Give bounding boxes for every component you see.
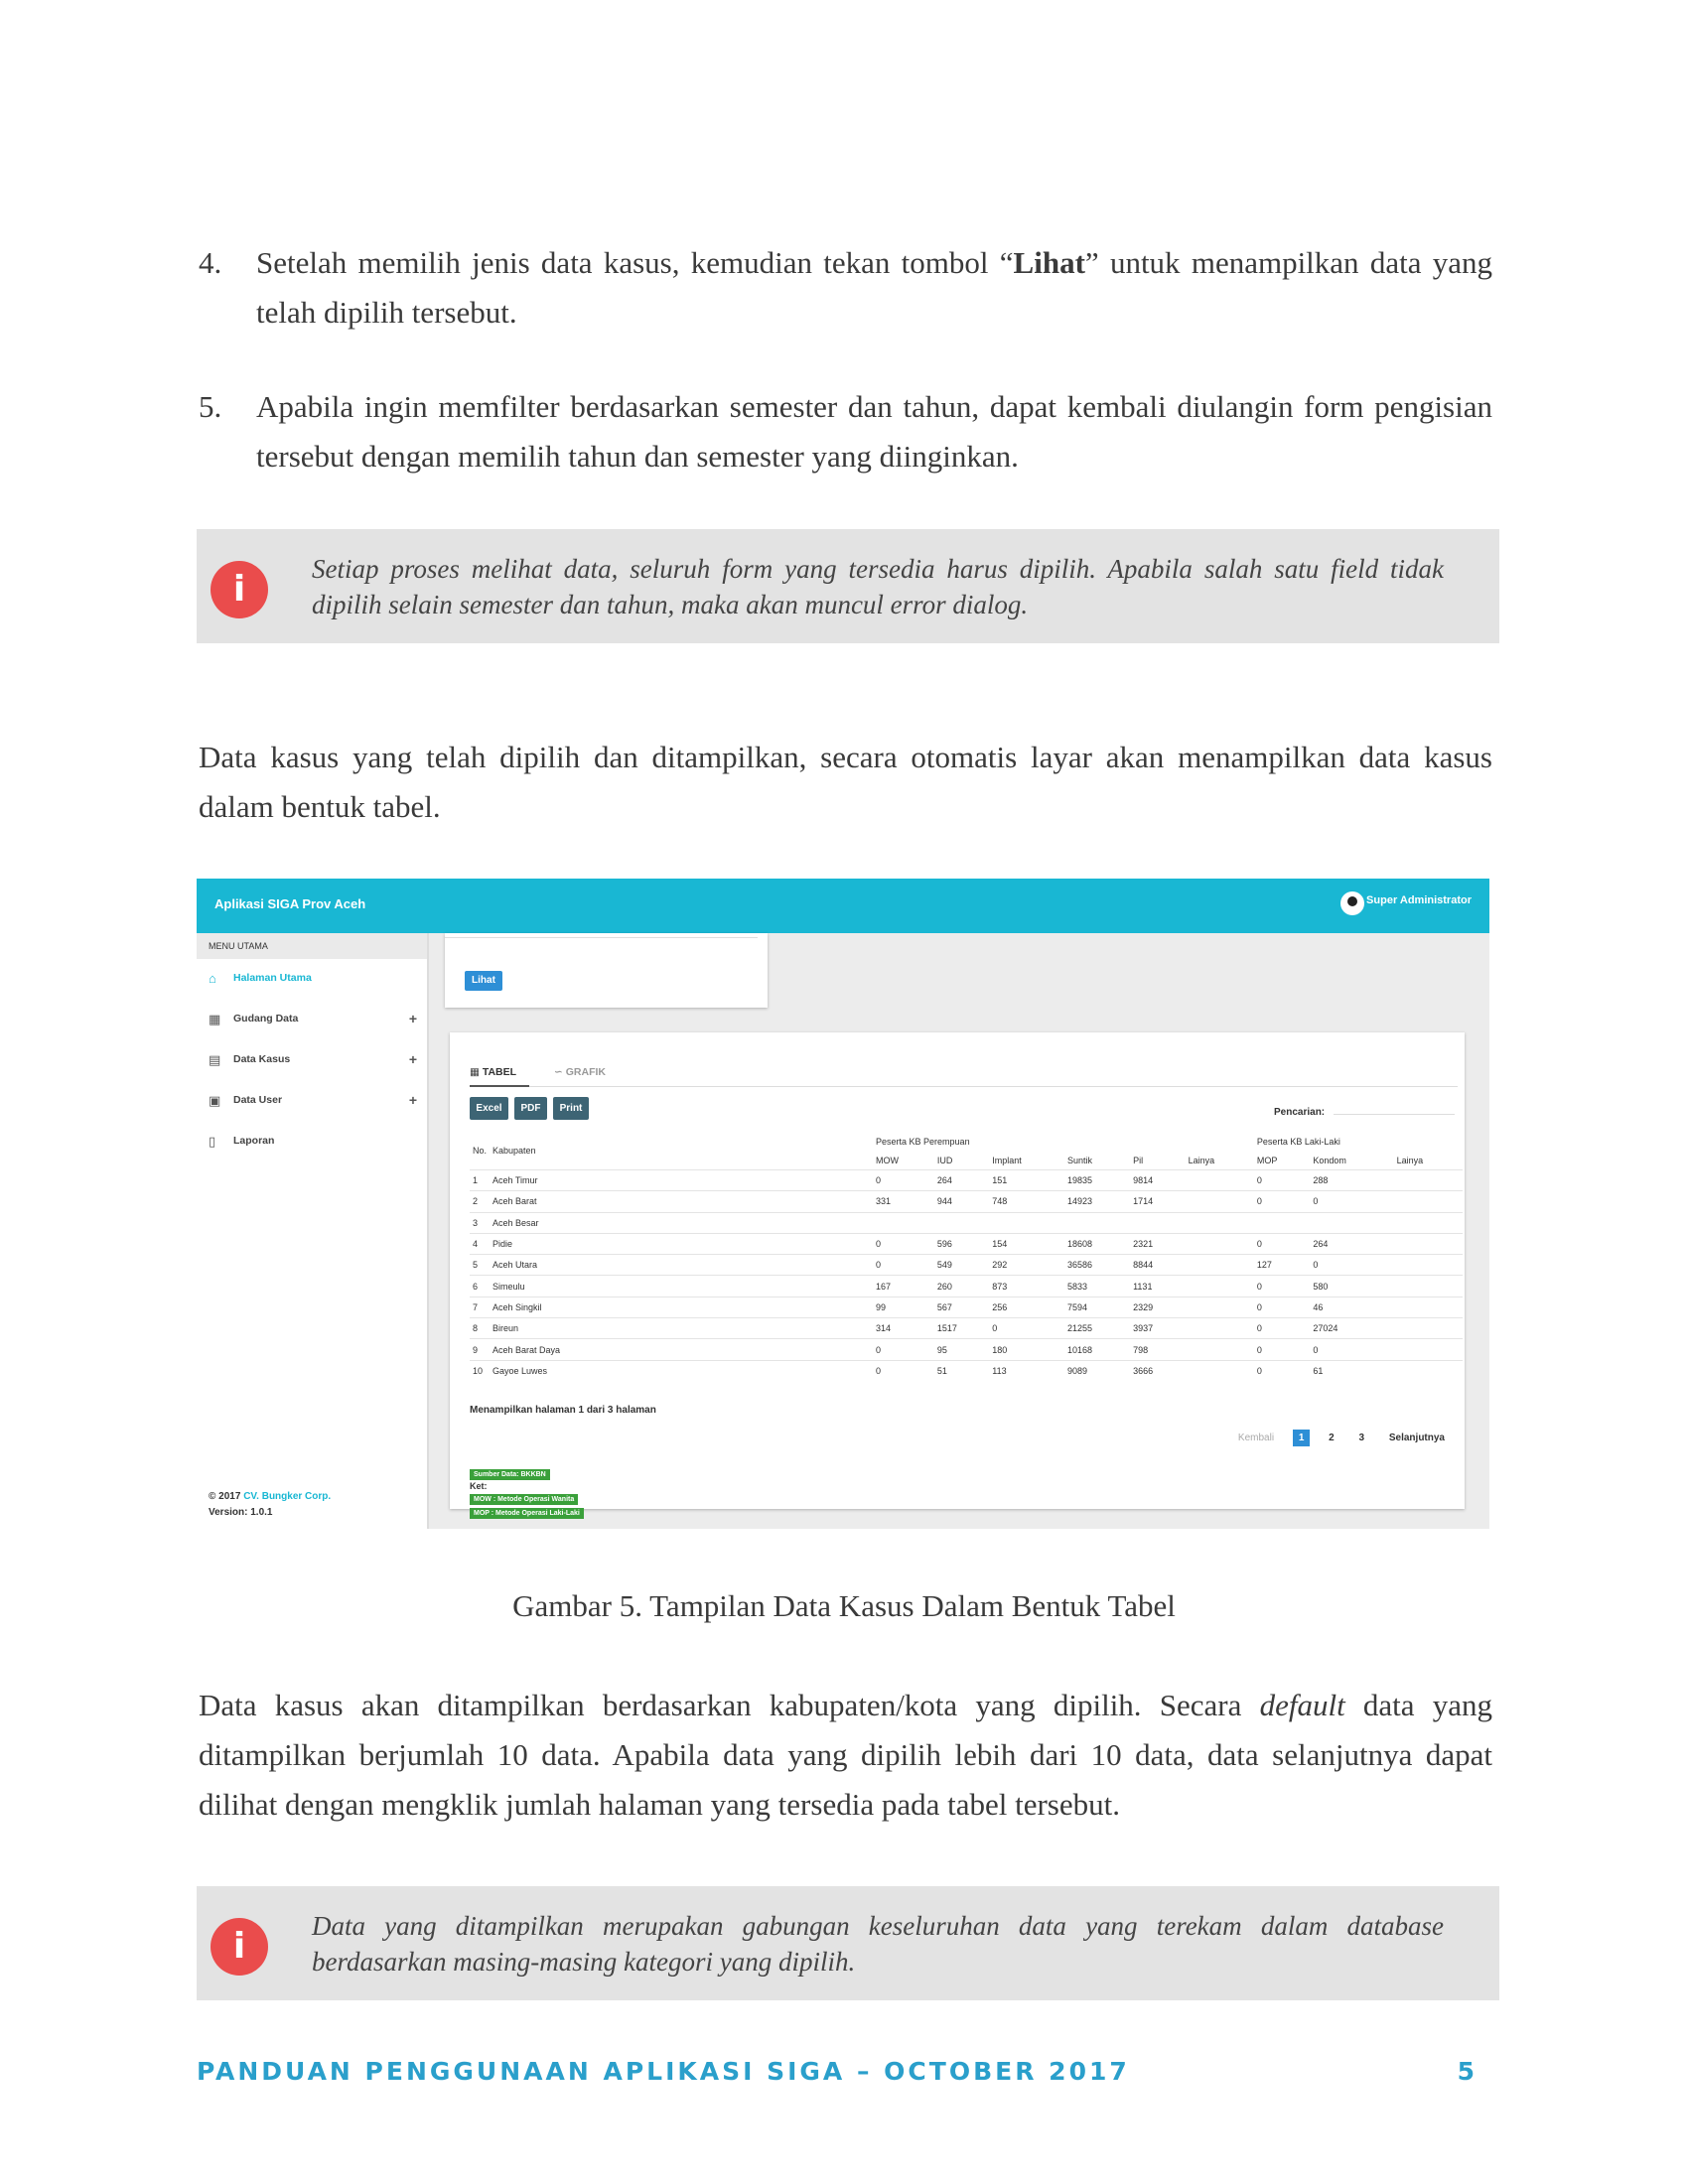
table-cell-val: 0 (1254, 1318, 1311, 1339)
info-note (197, 529, 1499, 643)
table-cell-val (1394, 1339, 1463, 1360)
legend-mow: MOW : Metode Operasi Wanita (470, 1494, 578, 1505)
table-cell-val: 2329 (1130, 1297, 1185, 1317)
search-input[interactable] (1334, 1114, 1455, 1115)
table-cell-val: 549 (934, 1255, 989, 1276)
filter-panel (445, 933, 768, 1008)
sidebar-item-data-user[interactable]: ▣ Data User + (209, 1088, 417, 1112)
search-label: Pencarian: (1274, 1107, 1326, 1118)
app-screenshot (197, 879, 1489, 1529)
expand-icon[interactable]: + (408, 1011, 417, 1026)
table-cell-no: 6 (470, 1276, 490, 1297)
table-cell-val: 154 (989, 1233, 1064, 1254)
table-cell-val: 0 (1254, 1339, 1311, 1360)
table-cell-val: 0 (1254, 1170, 1311, 1191)
table-cell-no: 3 (470, 1212, 490, 1233)
table-cell-val: 596 (934, 1233, 989, 1254)
table-cell-val: 0 (1254, 1360, 1311, 1381)
tab-grafik[interactable]: ∽ GRAFIK (554, 1066, 606, 1078)
table-row (470, 1191, 1463, 1212)
company-link[interactable]: CV. Bungker Corp. (243, 1491, 332, 1502)
table-cell-val (1186, 1191, 1254, 1212)
pagination (1222, 1430, 1451, 1446)
expand-icon[interactable]: + (408, 1092, 417, 1108)
figure-caption: Gambar 5. Tampilan Data Kasus Dalam Bentuk Tabel (512, 1588, 1176, 1623)
page-footer (197, 2057, 1477, 2097)
table-cell-val (1186, 1212, 1254, 1233)
col-lainya-f: Lainya (1188, 1155, 1215, 1165)
user-folder-icon: ▣ (209, 1092, 221, 1108)
print-button[interactable]: Print (553, 1097, 589, 1120)
sidebar-item-halaman-utama[interactable]: ⌂ Halaman Utama (209, 970, 312, 986)
table-cell-val: 264 (1310, 1233, 1393, 1254)
step-text: Setelah memilih jenis data kasus, kemudian tekan tombol “Lihat” untuk menampilkan data yang telah dipilih tersebut. (256, 245, 1492, 330)
table-cell-val: 580 (1310, 1276, 1393, 1297)
prev-page-button[interactable]: Kembali (1237, 1433, 1275, 1443)
sidebar-item-laporan[interactable]: ▯ Laporan (209, 1133, 275, 1149)
table-cell-val: 5833 (1064, 1276, 1130, 1297)
tab-tabel[interactable]: ▦ TABEL (470, 1062, 529, 1087)
col-mop: MOP (1256, 1155, 1278, 1165)
table-cell-val (1186, 1297, 1254, 1317)
table-cell-no: 2 (470, 1191, 490, 1212)
table-cell-kab: Simeulu (490, 1276, 873, 1297)
table-cell-val (1186, 1170, 1254, 1191)
top-bar (197, 879, 1489, 933)
pdf-button[interactable]: PDF (514, 1097, 547, 1120)
table-cell-val: 748 (989, 1191, 1064, 1212)
table-cell-val: 0 (1310, 1191, 1393, 1212)
data-panel (450, 1032, 1465, 1517)
table-cell-val: 0 (873, 1255, 934, 1276)
step-5 (199, 382, 1492, 481)
lihat-button[interactable]: Lihat (465, 971, 502, 991)
table-cell-val (1186, 1255, 1254, 1276)
table-cell-val (989, 1212, 1064, 1233)
table-cell-val: 127 (1254, 1255, 1311, 1276)
table-cell-val (1064, 1212, 1130, 1233)
user-avatar-icon[interactable] (1340, 891, 1364, 915)
table-cell-val: 14923 (1064, 1191, 1130, 1212)
table-row (470, 1297, 1463, 1317)
ket-label: Ket: (470, 1481, 488, 1491)
table-cell-val: 0 (1310, 1255, 1393, 1276)
table-cell-kab: Aceh Barat (490, 1191, 873, 1212)
table-cell-val: 798 (1130, 1339, 1185, 1360)
table-cell-val: 95 (934, 1339, 989, 1360)
table-row (470, 1233, 1463, 1254)
table-cell-val (1186, 1360, 1254, 1381)
user-name[interactable]: Super Administrator (1366, 894, 1472, 906)
table-cell-val: 1714 (1130, 1191, 1185, 1212)
menu-header: MENU UTAMA (197, 933, 427, 959)
table-cell-val (1186, 1233, 1254, 1254)
table-cell-val: 51 (934, 1360, 989, 1381)
table-cell-val: 99 (873, 1297, 934, 1317)
table-cell-val: 151 (989, 1170, 1064, 1191)
table-cell-val: 0 (873, 1233, 934, 1254)
table-cell-val: 0 (1254, 1276, 1311, 1297)
table-cell-val (1254, 1212, 1311, 1233)
note-text: Data yang ditampilkan merupakan gabungan keseluruhan data yang terekam dalam database berdasarkan masing-masing kategori yang dipilih. (312, 1911, 1444, 1977)
table-cell-val: 264 (934, 1170, 989, 1191)
table-cell-no: 5 (470, 1255, 490, 1276)
info-note (197, 1886, 1499, 2000)
paragraph: Data kasus akan ditampilkan berdasarkan kabupaten/kota yang dipilih. Secara default data yang ditampilkan berjumlah 10 data. Apabila data yang dipilih lebih dari 10 data, data selanjutnya dapat dilihat dengan mengklik jumlah halaman yang tersedia pada tabel tersebut. (199, 1688, 1492, 1822)
table-cell-val: 0 (1310, 1339, 1393, 1360)
table-cell-val: 167 (873, 1276, 934, 1297)
table-cell-val: 260 (934, 1276, 989, 1297)
step-number: 5. (199, 389, 222, 424)
table-cell-val (1186, 1276, 1254, 1297)
table-cell-val: 21255 (1064, 1318, 1130, 1339)
col-iud: IUD (936, 1155, 953, 1165)
chart-line-icon: ∽ (554, 1066, 563, 1078)
col-pil: Pil (1133, 1155, 1144, 1165)
table-cell-no: 8 (470, 1318, 490, 1339)
step-number: 4. (199, 245, 222, 280)
table-cell-val (1394, 1318, 1463, 1339)
table-cell-val: 180 (989, 1339, 1064, 1360)
table-cell-val (934, 1212, 989, 1233)
page-button-1[interactable]: 1 (1293, 1430, 1311, 1446)
sidebar-footer: © 2017 CV. Bungker Corp. Version: 1.0.1 (209, 1491, 332, 1518)
expand-icon[interactable]: + (408, 1051, 417, 1067)
table-cell-val: 46 (1310, 1297, 1393, 1317)
col-suntik: Suntik (1066, 1155, 1092, 1165)
table-cell-val (1394, 1233, 1463, 1254)
table-cell-val: 292 (989, 1255, 1064, 1276)
table-cell-val: 19835 (1064, 1170, 1130, 1191)
table-cell-val: 567 (934, 1297, 989, 1317)
home-icon: ⌂ (209, 970, 216, 986)
table-cell-kab: Aceh Barat Daya (490, 1339, 873, 1360)
table-cell-val: 0 (873, 1170, 934, 1191)
table-cell-val: 113 (989, 1360, 1064, 1381)
table-cell-val: 314 (873, 1318, 934, 1339)
table-cell-val (1186, 1339, 1254, 1360)
table-cell-kab: Aceh Singkil (490, 1297, 873, 1317)
table-row (470, 1339, 1463, 1360)
group-female: Peserta KB Perempuan (876, 1136, 970, 1147)
table-cell-val: 3666 (1130, 1360, 1185, 1381)
table-cell-val: 944 (934, 1191, 989, 1212)
table-cell-val: 331 (873, 1191, 934, 1212)
table-cell-val: 18608 (1064, 1233, 1130, 1254)
table-cell-val: 61 (1310, 1360, 1393, 1381)
excel-button[interactable]: Excel (470, 1097, 508, 1120)
col-no: No. (473, 1146, 488, 1156)
table-cell-kab: Bireun (490, 1318, 873, 1339)
table-cell-val (1394, 1191, 1463, 1212)
table-cell-val: 873 (989, 1276, 1064, 1297)
view-tabs (470, 1062, 1458, 1087)
table-row (470, 1318, 1463, 1339)
table-cell-val (1130, 1212, 1185, 1233)
table-cell-val: 2321 (1130, 1233, 1185, 1254)
table-cell-no: 4 (470, 1233, 490, 1254)
table-cell-no: 1 (470, 1170, 490, 1191)
table-row (470, 1276, 1463, 1297)
app-title[interactable]: Aplikasi SIGA Prov Aceh (214, 896, 366, 911)
table-cell-val: 8844 (1130, 1255, 1185, 1276)
document-icon: ▯ (209, 1133, 216, 1149)
table-cell-no: 9 (470, 1339, 490, 1360)
footer-title: PANDUAN PENGGUNAAN APLIKASI SIGA – OCTOBER 2017 (197, 2057, 1130, 2086)
paragraph: Data kasus yang telah dipilih dan ditampilkan, secara otomatis layar akan menampilkan data kasus dalam bentuk tabel. (199, 740, 1492, 824)
page-button-3[interactable]: 3 (1358, 1433, 1365, 1443)
table-cell-val (1310, 1212, 1393, 1233)
version-text: Version: 1.0.1 (209, 1507, 273, 1518)
group-male: Peserta KB Laki-Laki (1256, 1136, 1340, 1147)
table-cell-val (1394, 1297, 1463, 1317)
table-row (470, 1360, 1463, 1381)
lihat-keyword: Lihat (1013, 245, 1085, 280)
table-cell-kab: Gayoe Luwes (490, 1360, 873, 1381)
table-cell-kab: Aceh Besar (490, 1212, 873, 1233)
table-cell-val: 0 (989, 1318, 1064, 1339)
table-cell-val: 9814 (1130, 1170, 1185, 1191)
page-info: Menampilkan halaman 1 dari 3 halaman (470, 1405, 656, 1416)
page-button-2[interactable]: 2 (1329, 1433, 1335, 1443)
step-text: Apabila ingin memfilter berdasarkan semester dan tahun, dapat kembali diulangin form pengisian tersebut dengan memilih tahun dan semester yang diinginkan. (256, 389, 1492, 474)
table-cell-val (873, 1212, 934, 1233)
table-cell-val: 0 (1254, 1191, 1311, 1212)
info-icon: i (211, 1918, 268, 1976)
table-cell-val: 0 (1254, 1233, 1311, 1254)
clipboard-icon: ▤ (209, 1051, 221, 1067)
table-cell-val (1394, 1255, 1463, 1276)
table-cell-kab: Aceh Utara (490, 1255, 873, 1276)
table-cell-val (1186, 1318, 1254, 1339)
col-lainya-m: Lainya (1396, 1155, 1424, 1165)
table-cell-val: 7594 (1064, 1297, 1130, 1317)
next-page-button[interactable]: Selanjutnya (1388, 1433, 1445, 1443)
col-implant: Implant (992, 1155, 1022, 1165)
note-text: Setiap proses melihat data, seluruh form yang tersedia harus dipilih. Apabila salah satu field tidak dipilih selain semester dan tahun, maka akan muncul error dialog. (312, 554, 1444, 619)
legend-mop: MOP : Metode Operasi Laki-Laki (470, 1508, 584, 1519)
sidebar-item-gudang-data[interactable]: ▦ Gudang Data + (209, 1007, 417, 1030)
table-cell-kab: Pidie (490, 1233, 873, 1254)
table-cell-kab: Aceh Timur (490, 1170, 873, 1191)
table-row (470, 1212, 1463, 1233)
table-row (470, 1255, 1463, 1276)
table-cell-val (1394, 1170, 1463, 1191)
table-cell-val: 27024 (1310, 1318, 1393, 1339)
table-cell-val: 0 (873, 1360, 934, 1381)
source-badge: Sumber Data: BKKBN (470, 1469, 550, 1480)
col-mow: MOW (876, 1155, 900, 1165)
table-cell-val: 3937 (1130, 1318, 1185, 1339)
table-row (470, 1170, 1463, 1191)
sidebar (197, 933, 429, 1529)
step-4 (199, 238, 1492, 338)
table-cell-val (1394, 1360, 1463, 1381)
table-cell-val: 256 (989, 1297, 1064, 1317)
table-cell-val (1394, 1212, 1463, 1233)
info-icon: i (211, 561, 268, 618)
table-cell-val: 0 (1254, 1297, 1311, 1317)
table-cell-no: 7 (470, 1297, 490, 1317)
table-cell-val: 0 (873, 1339, 934, 1360)
table-cell-val: 9089 (1064, 1360, 1130, 1381)
table-cell-val: 1131 (1130, 1276, 1185, 1297)
table-icon: ▦ (470, 1066, 480, 1078)
table-cell-val (1394, 1276, 1463, 1297)
sidebar-item-data-kasus[interactable]: ▤ Data Kasus + (209, 1047, 417, 1071)
grid-icon: ▦ (209, 1011, 221, 1026)
page-number: 5 (1457, 2057, 1477, 2086)
table-cell-val: 288 (1310, 1170, 1393, 1191)
col-kondom: Kondom (1313, 1155, 1346, 1165)
table-cell-no: 10 (470, 1360, 490, 1381)
table-cell-val: 36586 (1064, 1255, 1130, 1276)
table-cell-val: 10168 (1064, 1339, 1130, 1360)
col-kabupaten: Kabupaten (492, 1146, 536, 1156)
table-cell-val: 1517 (934, 1318, 989, 1339)
data-table (470, 1132, 1463, 1381)
